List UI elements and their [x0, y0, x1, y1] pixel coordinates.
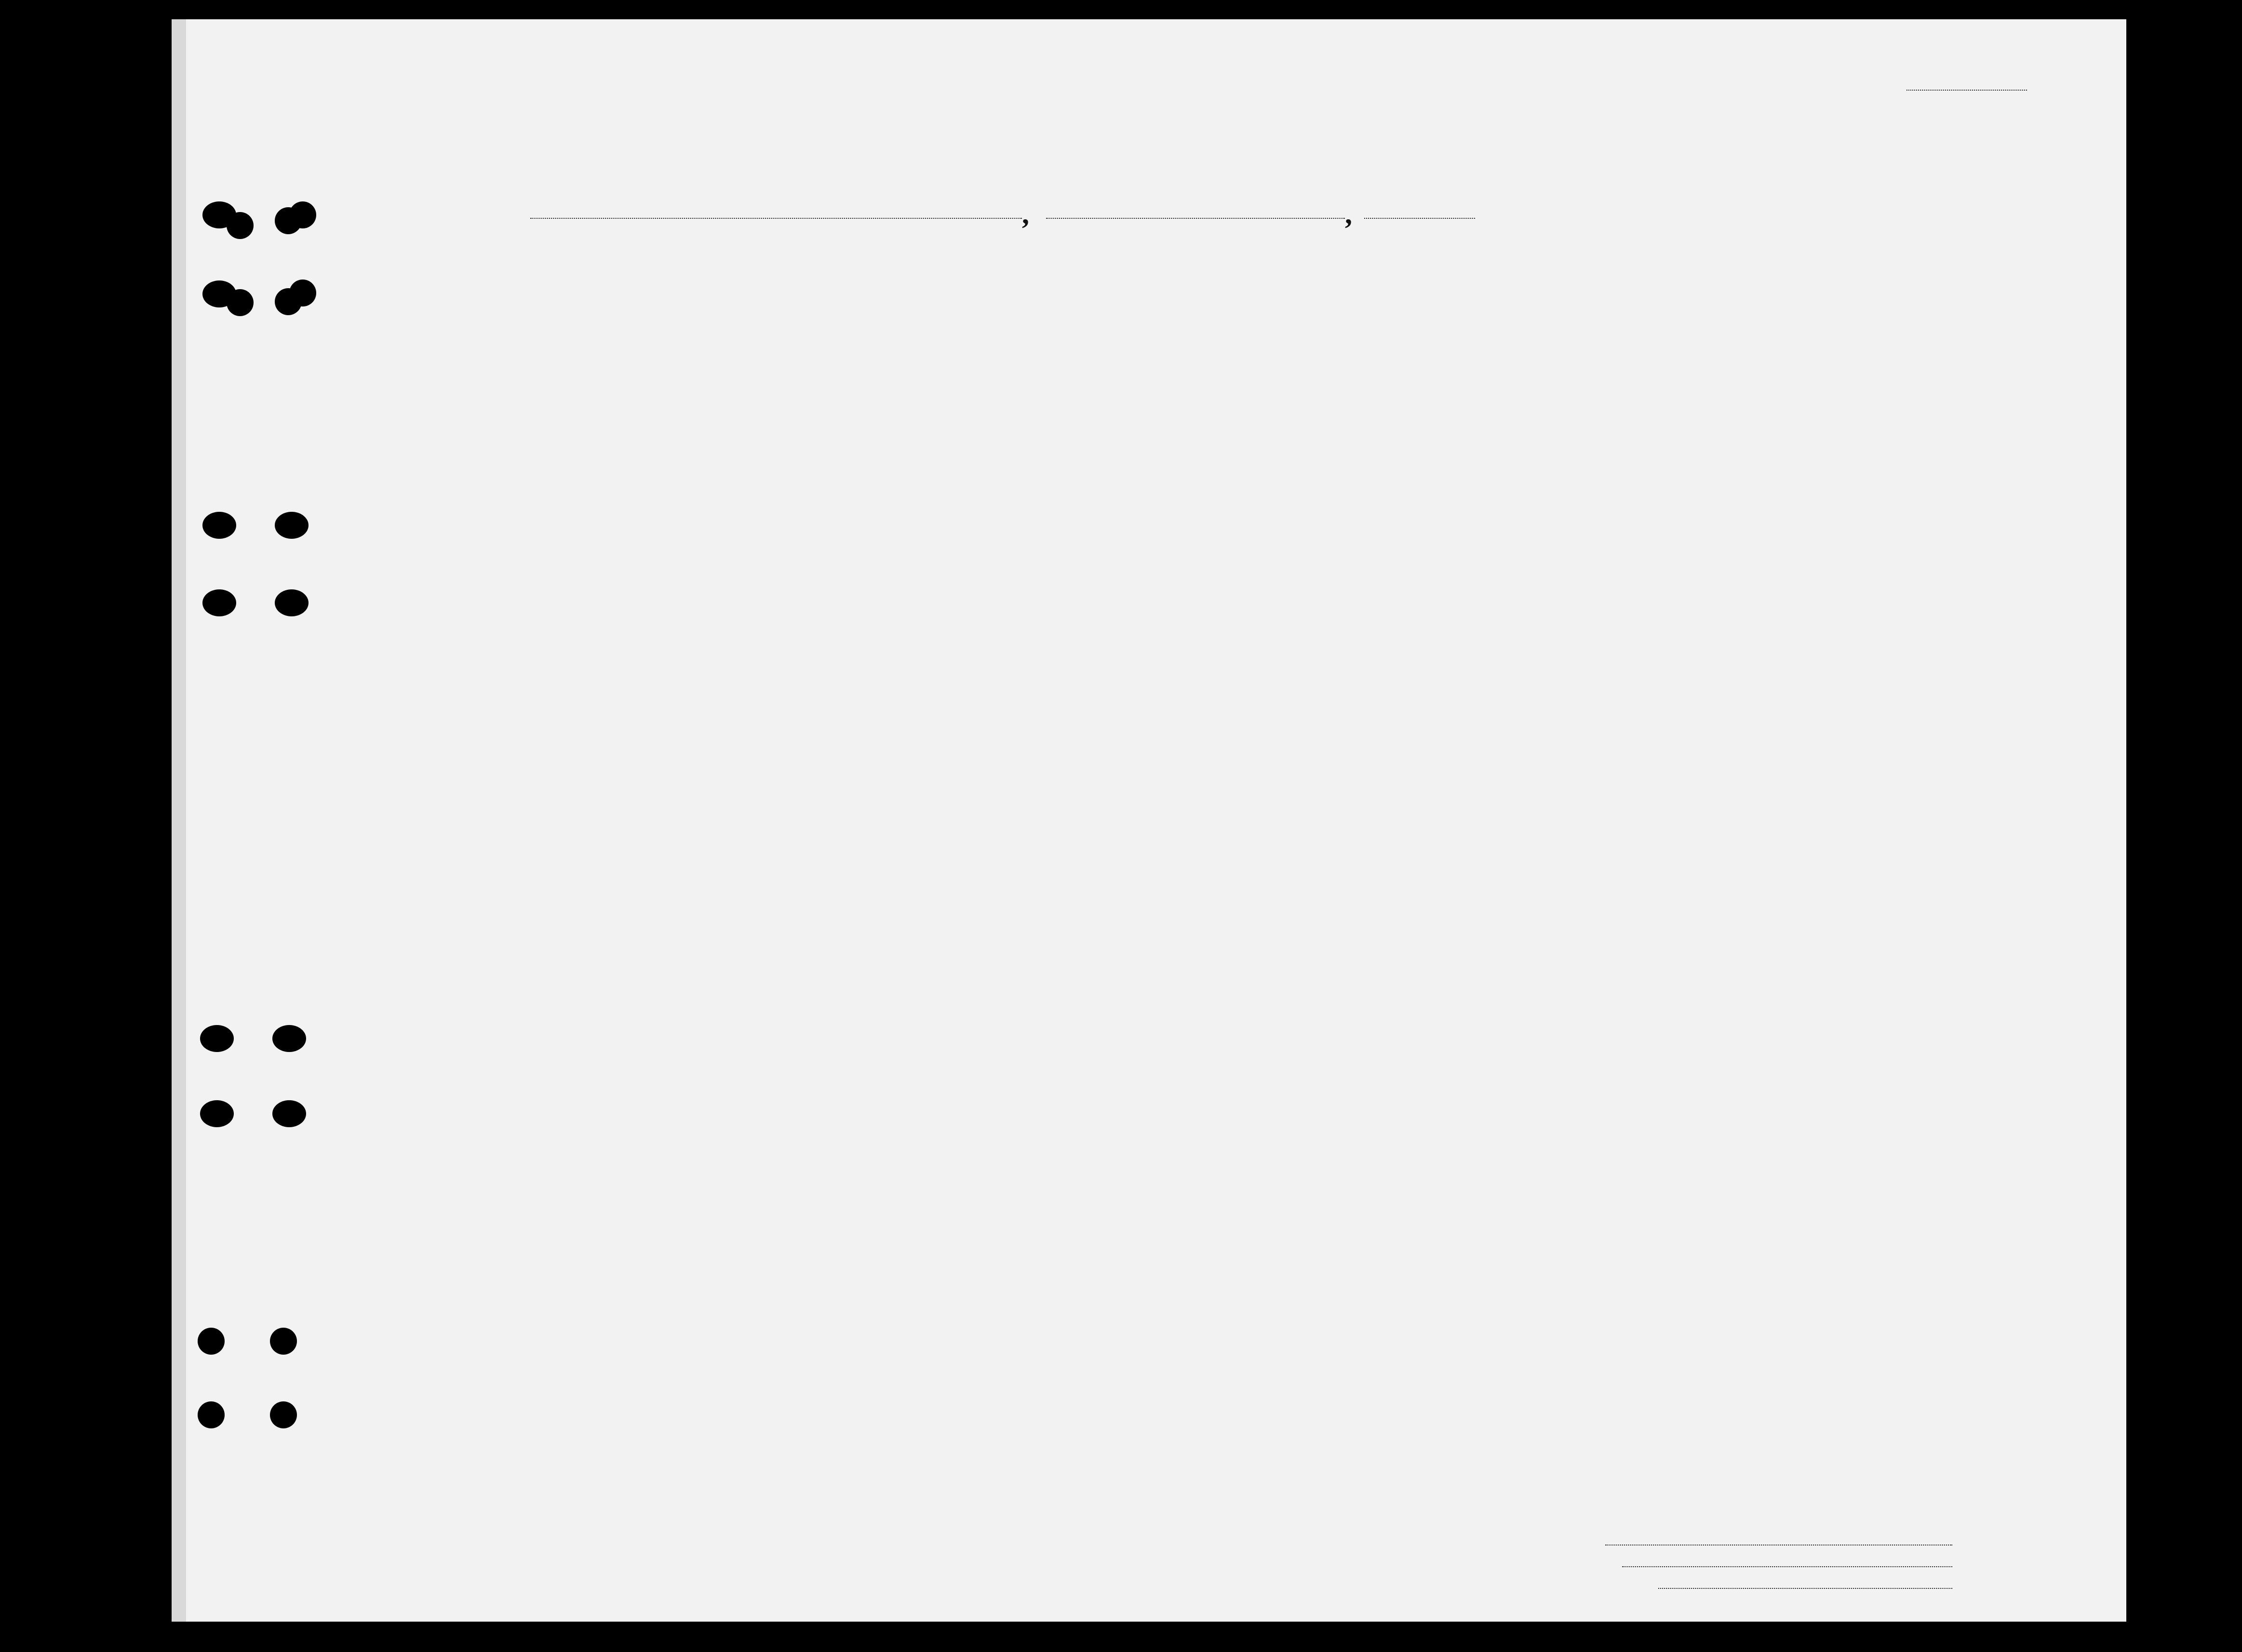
- col26-header: [1475, 275, 1494, 390]
- local-agents-field: [1658, 1588, 1952, 1589]
- col28-header: [1523, 275, 1552, 390]
- owners-field: [1622, 1566, 1952, 1567]
- col24-b: [1368, 299, 1387, 390]
- col27-header: [1496, 275, 1516, 390]
- col34-inches: [1793, 357, 1812, 390]
- col30-header: [1610, 275, 1629, 390]
- col29-header: [1572, 275, 1601, 390]
- comma2: ,: [1345, 198, 1352, 230]
- col21-header: [878, 275, 898, 390]
- col34-feet: [1768, 357, 1787, 390]
- col25-header: [1427, 275, 1451, 390]
- col19-header: [765, 275, 784, 390]
- col31-header: [1635, 275, 1654, 390]
- comma: ,: [1022, 198, 1029, 230]
- col24-c: [1396, 299, 1415, 390]
- col24-a: [1321, 299, 1340, 390]
